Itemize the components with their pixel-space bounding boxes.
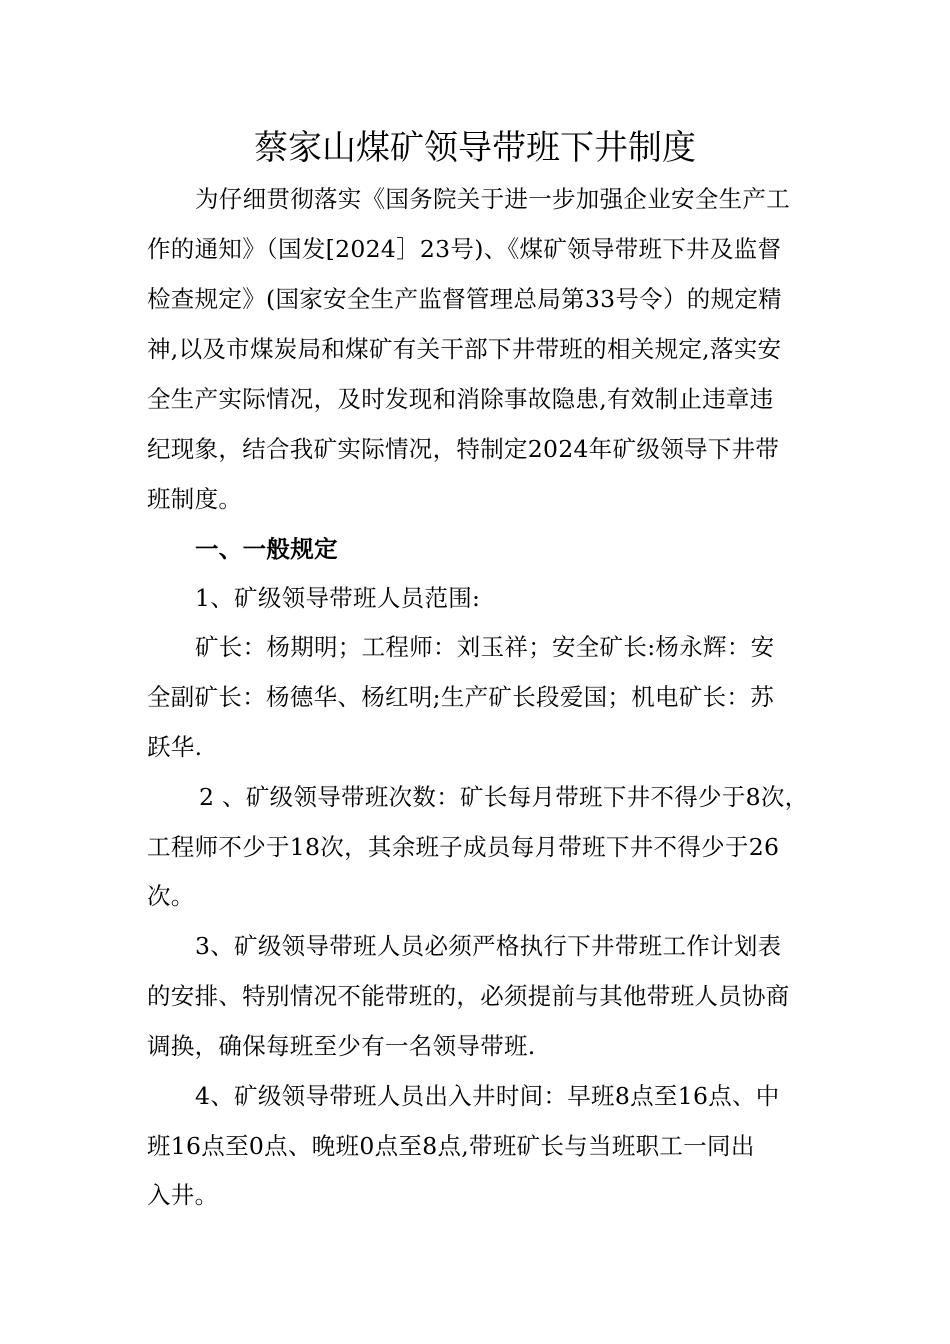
item2-line: 工程师不少于18次，其余班子成员每月带班下井不得少于26 [147,833,780,861]
intro-line: 神,以及市煤炭局和煤矿有关干部下井带班的相关规定,落实安 [147,335,782,363]
item1-line: 全副矿长：杨德华、杨红明;生产矿长段爱国；机电矿长：苏 [147,683,775,711]
item1-line: 跃华. [147,733,203,761]
intro-line: 作的通知》（国发[2024］23号)、《煤矿领导带班下井及监督 [147,235,782,263]
item4-line: 4、矿级领导带班人员出入井时间：早班8点至16点、中 [195,1082,780,1110]
item1-title: 1、矿级领导带班人员范围: [195,584,481,612]
intro-line: 纪现象，结合我矿实际情况，特制定2024年矿级领导下井带 [147,435,780,463]
intro-line: 全生产实际情况，及时发现和消除事故隐患,有效制止违章违 [147,385,774,413]
item2-line: 次。 [147,882,195,910]
item2-line: 2 、矿级领导带班次数：矿长每月带班下井不得少于8次， [199,783,809,811]
item4-line: 入井。 [147,1181,219,1209]
intro-line: 检查规定》(国家安全生产监督管理总局第33号令）的规定精 [147,285,782,313]
intro-line: 班制度。 [147,485,243,513]
section-heading: 一、一般规定 [195,535,338,563]
document-title: 蔡家山煤矿领导带班下井制度 [254,128,696,168]
item3-line: 的安排、特别情况不能带班的，必须提前与其他带班人员协商 [147,982,790,1010]
item3-line: 3、矿级领导带班人员必须严格执行下井带班工作计划表 [195,932,782,960]
intro-line: 为仔细贯彻落实《国务院关于进一步加强企业安全生产工 [195,185,790,213]
item1-line: 矿长：杨期明；工程师：刘玉祥；安全矿长:杨永辉：安 [195,633,775,661]
item3-line: 调换，确保每班至少有一名领导带班. [147,1032,536,1060]
item4-line: 班16点至0点、晚班0点至8点,带班矿长与当班职工一同出 [147,1132,755,1160]
